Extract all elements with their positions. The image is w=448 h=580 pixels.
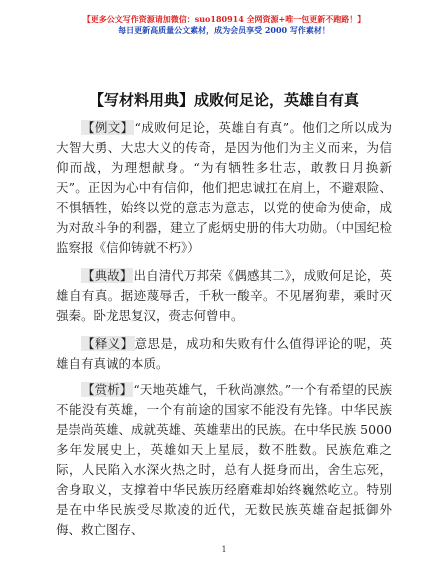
paragraph-meaning [56,334,392,374]
section-tag-meaning: 【释义】 [82,336,134,351]
paragraph-appreciation [56,380,392,540]
paragraph-example [56,118,392,258]
document-body [56,118,392,549]
paragraph-meaning-text: 意思是，成功和失败有什么值得评论的呢，英雄自有真诚的本质。 [56,336,392,371]
section-tag-example: 【例文】 [82,120,134,135]
paragraph-appreciation-text: “天地英雄气，千秋尚凛然。”一个有希望的民族不能没有英雄，一个有前途的国家不能没有先锋。中华民族是崇尚英雄、成就英雄、英雄辈出的民族。在中华民族 5000 多年发展史上，英雄如天上星辰，数不胜数。民族危难之际，人民陷入水深火热之时，总有人挺身而出，舍生忘死，舍身取义，支撑着中华民族历经磨难却始终巍然屹立。特别是在中华民族受尽欺凌的近代，无数民族英雄奋起抵御外侮、救亡图存、 [56,382,392,537]
section-tag-allusion: 【典故】 [82,268,133,283]
section-tag-appreciation: 【赏析】 [82,382,133,397]
document-title: 【写材料用典】成败何足论，英雄自有真 [88,91,359,109]
promo-banner-line-1: 【更多公文写作资源请加微信：suo180914 全网资源+唯一包更新不跑路！】 [82,14,366,24]
paragraph-example-text: “成败何足论，英雄自有真”。他们之所以成为大智大勇、大忠大义的传奇，是因为他们为主义而来，为信仰而战，为理想献身。“为有牺牲多壮志，敢教日月换新天”。正因为心中有信仰，他们把忠诚扛在肩上，不避艰险、不惧牺牲，始终以党的意志为意志，以党的使命为使命，成为对敌斗争的利器，建立了彪炳史册的伟大功勋。（中国纪检监察报《信仰铸就不朽》） [56,120,392,255]
page-number: 1 [221,545,227,554]
promo-banner [0,14,448,36]
paragraph-allusion [56,266,392,326]
paragraph-allusion-text: 出自清代万邦荣《偶感其二》，成败何足论，英雄自有真。据迹蔑辱舌，千秋一酸辛。不见屠狗辈，乘时灭强秦。卧龙思复汉，赍志何曾申。 [56,268,392,323]
promo-banner-line-2: 每日更新高质量公文素材，成为会员享受 2000 写作素材！ [118,25,330,35]
